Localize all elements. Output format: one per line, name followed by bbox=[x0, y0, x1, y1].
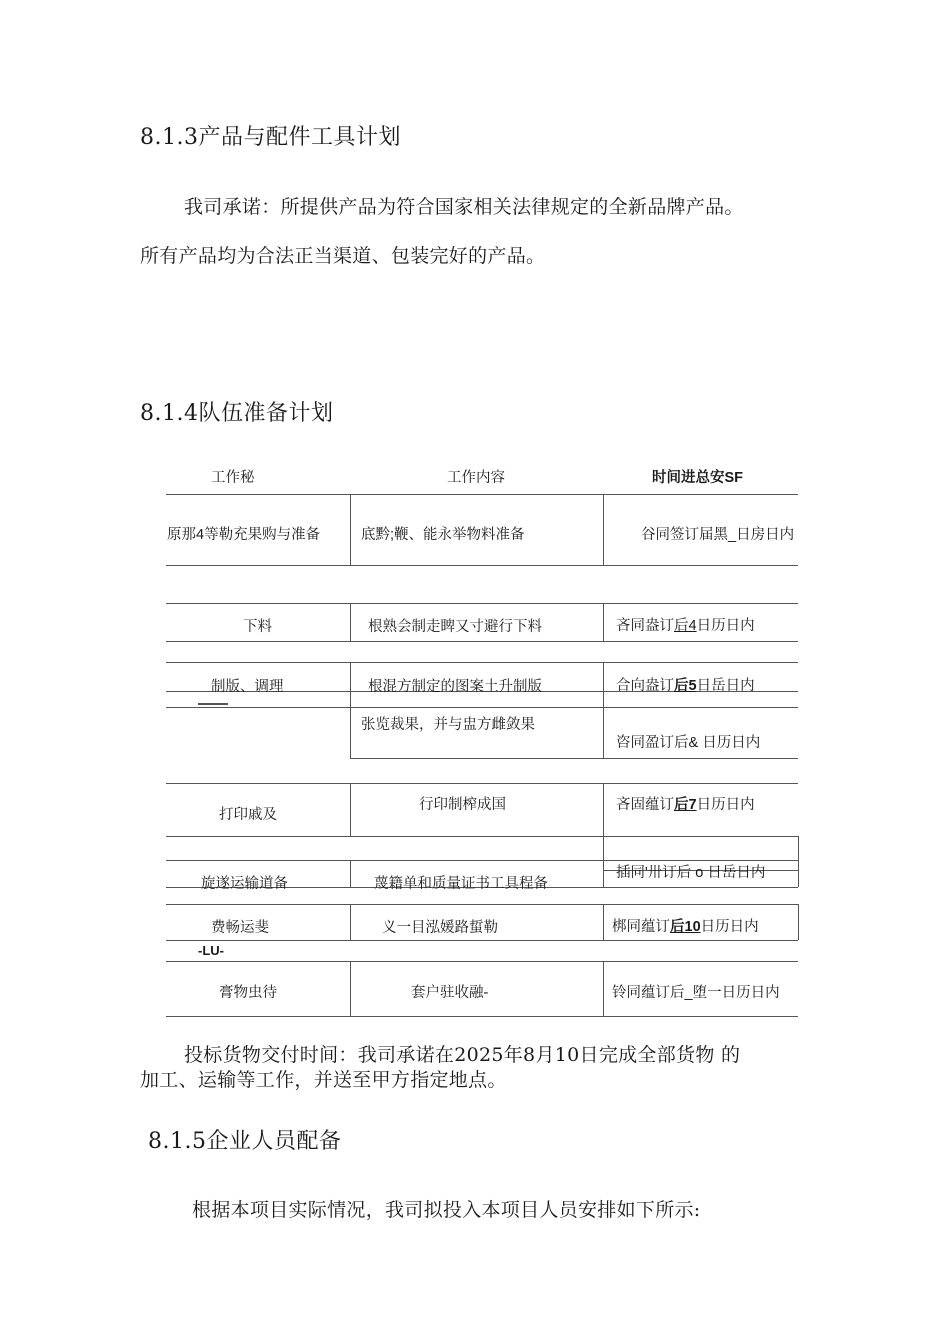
table-rule bbox=[166, 961, 798, 962]
table-cell-content: 根混方制定的图案土升制版 bbox=[368, 679, 542, 695]
table-cell-time: 梆同蕴订后10日历日内 bbox=[612, 919, 759, 935]
section-heading-813: 8.1.3产品与配件工具计划 bbox=[140, 125, 401, 150]
table-rule bbox=[603, 961, 604, 1016]
table-cell-task: 原那4等勒充果购与准备 bbox=[167, 527, 321, 543]
table-cell-time: 吝同盎订后4日历日内 bbox=[616, 618, 755, 634]
table-rule bbox=[603, 662, 604, 758]
table-cell-time: 插同'卅订后 o 日岳日内 bbox=[616, 865, 766, 881]
table-rule bbox=[350, 783, 351, 836]
table-rule bbox=[350, 904, 351, 940]
paragraph-line: 所有产品均为合法正当渠道、包装完好的产品。 bbox=[140, 245, 546, 267]
table-rule bbox=[166, 662, 798, 663]
table-rule bbox=[166, 783, 798, 784]
table-rule bbox=[350, 961, 351, 1016]
table-cell-content: 张览裁果，并与盅方雌敛果 bbox=[361, 717, 535, 733]
table-cell-time: 吝固蕴订后7日历日内 bbox=[616, 797, 755, 813]
table-cell-time: 咨同盈订后& 日历日内 bbox=[616, 735, 761, 751]
table-rule bbox=[603, 783, 604, 887]
table-rule bbox=[350, 758, 798, 759]
table-cell-time-clipped bbox=[604, 859, 797, 881]
table-rule bbox=[350, 603, 351, 641]
table-cell-content: 行印制榨成国 bbox=[419, 797, 506, 813]
table-cell-task: 制版、调理 bbox=[211, 679, 284, 695]
paragraph-line: 我司承诺：所提供产品为符合国家相关法律规定的全新品牌产品。 bbox=[184, 196, 744, 218]
table-cell-content: 根熟会制走睥又寸避行下料 bbox=[368, 619, 542, 635]
paragraph-line: 根据本项目实际情况，我司拟投入本项目人员安排如下所示: bbox=[192, 1199, 701, 1221]
table-cell-task: 打印戚及 bbox=[219, 807, 277, 823]
table-rule bbox=[166, 494, 798, 495]
table-rule bbox=[166, 603, 798, 604]
table-cell-task: 膏物虫待 bbox=[219, 985, 277, 1001]
paragraph-line: 投标货物交付时间：我司承诺在2025年8月10日完成全部货物 的 bbox=[184, 1044, 741, 1066]
section-heading-814: 8.1.4队伍准备计划 bbox=[140, 401, 334, 426]
table-rule bbox=[603, 603, 604, 641]
table-rule bbox=[198, 703, 228, 705]
table-header: 时间进总安SF bbox=[652, 470, 744, 486]
table-rule bbox=[166, 836, 798, 837]
table-cell-task: 费畅运斐 bbox=[211, 920, 269, 936]
table-cell-task: 下料 bbox=[243, 619, 272, 635]
table-cell-time: 谷同签订届黑_日房日内 bbox=[641, 527, 795, 543]
table-cell-time: 铃同蕴订后_堕一日历日内 bbox=[612, 985, 780, 1001]
table-rule bbox=[350, 860, 351, 887]
table-rule bbox=[166, 940, 798, 941]
table-header: 工作内容 bbox=[447, 470, 505, 486]
table-cell-content: 蔑籍单和质量证书工具程备 bbox=[374, 876, 548, 892]
table-rule bbox=[603, 904, 604, 940]
table-header: 工作秘 bbox=[211, 470, 255, 486]
table-cell-content: 套户驻收融- bbox=[411, 985, 489, 1001]
table-rule bbox=[166, 1016, 798, 1017]
table-rule bbox=[798, 836, 799, 887]
table-rule bbox=[166, 565, 798, 566]
section-heading-815: 8.1.5企业人员配备 bbox=[148, 1129, 342, 1154]
table-rule bbox=[166, 641, 798, 642]
table-cell-content: 义一目泓媛路蜇勒 bbox=[382, 920, 498, 936]
table-rule bbox=[166, 904, 798, 905]
table-cell-task: 旋遂运输道备 bbox=[201, 876, 288, 892]
table-rule bbox=[798, 904, 799, 940]
table-rule bbox=[166, 707, 798, 708]
table-rule bbox=[350, 494, 351, 565]
table-cell-time: 合向盎订后5日岳日内 bbox=[616, 678, 755, 694]
paragraph-line: 加工、运输等工作，并送至甲方指定地点。 bbox=[140, 1069, 507, 1091]
stray-mark: -LU- bbox=[198, 943, 224, 958]
table-cell-content: 底黔;鞭、能永举物料准备 bbox=[361, 527, 525, 543]
table-rule bbox=[603, 494, 604, 565]
table-rule bbox=[350, 662, 351, 758]
